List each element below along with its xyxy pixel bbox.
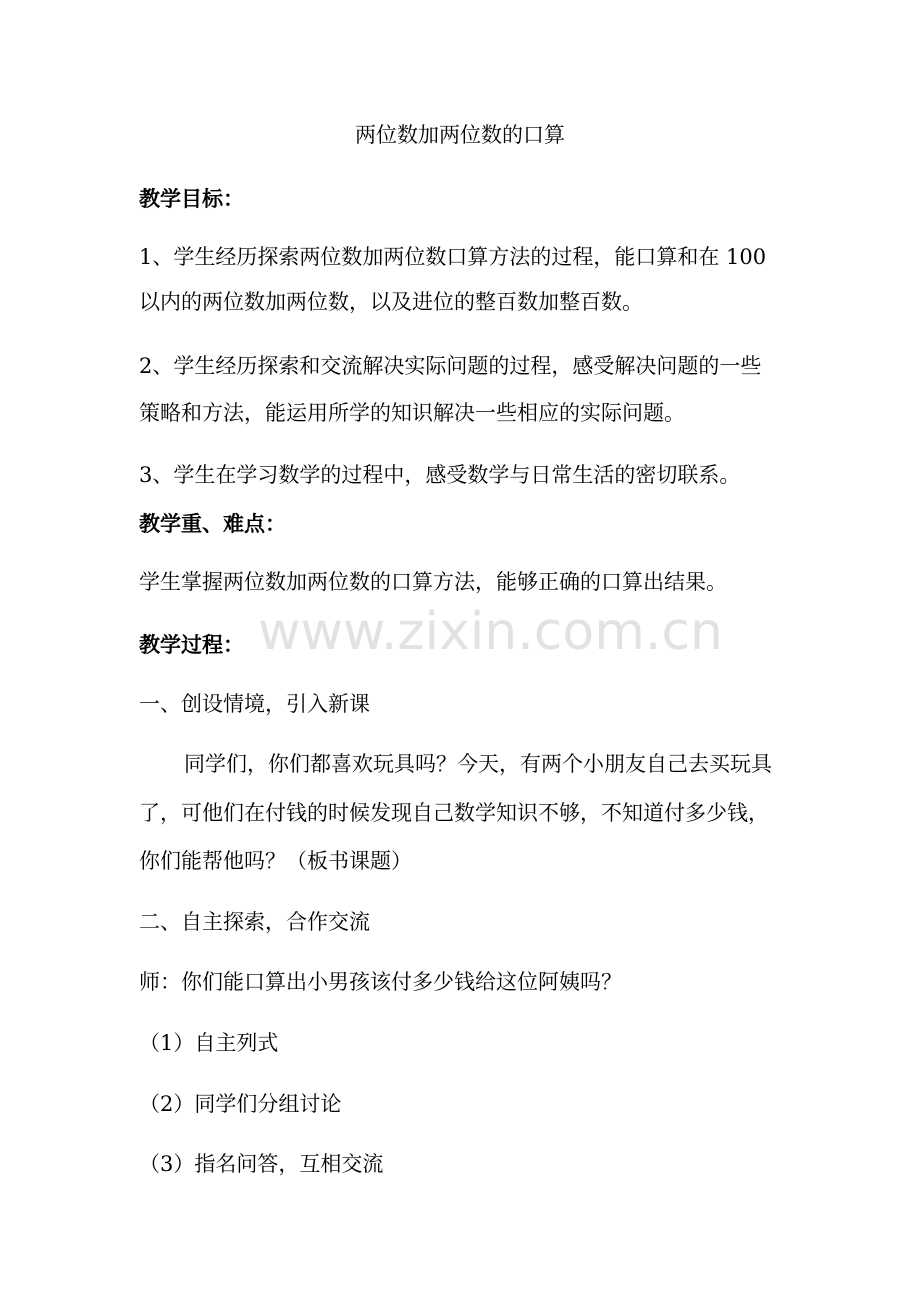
process-heading: 教学过程： xyxy=(139,632,244,657)
document-title: 两位数加两位数的口算 xyxy=(355,123,565,147)
watermark: www.zixin.com.cn xyxy=(258,602,723,662)
goals-heading: 教学目标： xyxy=(139,186,244,211)
section-1-heading: 一、创设情境，引入新课 xyxy=(139,692,370,716)
paragraph-1-line-1: 同学们，你们都喜欢玩具吗？今天，有两个小朋友自己去买玩具 xyxy=(184,752,772,776)
goal-2-line-1: 2、学生经历探索和交流解决实际问题的过程，感受解决问题的一些 xyxy=(139,354,762,378)
goal-2-line-2: 策略和方法，能运用所学的知识解决一些相应的实际问题。 xyxy=(139,401,685,425)
paragraph-1-line-3: 你们能帮他吗？（板书课题） xyxy=(139,849,412,873)
paragraph-1-line-2: 了，可他们在付钱的时候发现自己数学知识不够，不知道付多少钱， xyxy=(139,801,769,825)
goal-1-line-2: 以内的两位数加两位数，以及进位的整百数加整百数。 xyxy=(139,290,643,314)
section-2-heading: 二、自主探索，合作交流 xyxy=(139,910,370,934)
step-1: （1）自主列式 xyxy=(139,1031,279,1055)
keypoints-text: 学生掌握两位数加两位数的口算方法，能够正确的口算出结果。 xyxy=(139,570,727,594)
step-2: （2）同学们分组讨论 xyxy=(139,1092,342,1116)
step-3: （3）指名问答，互相交流 xyxy=(139,1152,384,1176)
goal-1-line-1: 1、学生经历探索两位数加两位数口算方法的过程，能口算和在 100 xyxy=(139,245,767,269)
goal-3: 3、学生在学习数学的过程中，感受数学与日常生活的密切联系。 xyxy=(139,463,741,487)
teacher-question: 师：你们能口算出小男孩该付多少钱给这位阿姨吗？ xyxy=(139,970,622,994)
keypoints-heading: 教学重、难点： xyxy=(139,511,286,536)
